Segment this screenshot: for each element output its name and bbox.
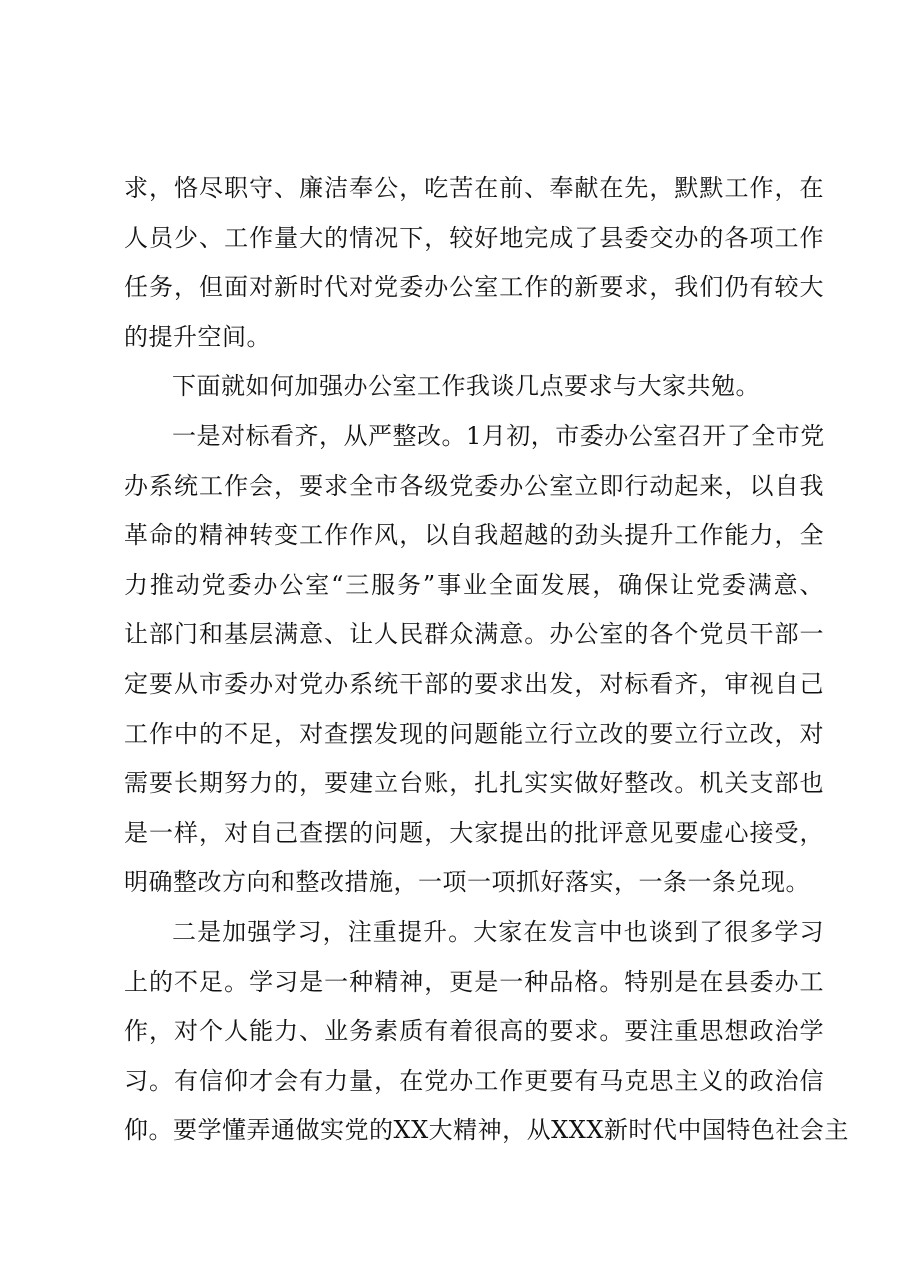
text-line: 作，对个人能力、业务素质有着很高的要求。要注重思想政治学 xyxy=(124,1017,824,1046)
text-line: 让部门和基层满意、让人民群众满意。办公室的各个党员干部一 xyxy=(124,620,824,649)
text-line: 仰。要学懂弄通做实党的XX大精神，从XXX新时代中国特色社会主 xyxy=(124,1116,849,1145)
text-line: 需要长期努力的，要建立台账，扎扎实实做好整改。机关支部也 xyxy=(124,769,824,798)
text-line: 工作中的不足，对查摆发现的问题能立行立改的要立行立改，对 xyxy=(124,719,824,748)
text-line: 办系统工作会，要求全市各级党委办公室立即行动起来，以自我 xyxy=(124,471,824,500)
text-line: 求，恪尽职守、廉洁奉公，吃苦在前、奉献在先，默默工作，在 xyxy=(124,174,824,202)
text-line: 二是加强学习，注重提升。大家在发言中也谈到了很多学习 xyxy=(172,917,824,946)
text-line: 一是对标看齐，从严整改。1月初，市委办公室召开了全市党 xyxy=(172,421,825,450)
text-line: 革命的精神转变工作作风，以自我超越的劲头提升工作能力，全 xyxy=(124,521,824,550)
text-line: 人员少、工作量大的情况下，较好地完成了县委交办的各项工作 xyxy=(124,223,824,252)
text-line: 任务，但面对新时代对党委办公室工作的新要求，我们仍有较大 xyxy=(124,273,824,302)
text-line: 力推动党委办公室“三服务”事业全面发展，确保让党委满意、 xyxy=(124,570,824,599)
text-line: 是一样，对自己查摆的问题，大家提出的批评意见要虚心接受， xyxy=(124,818,824,847)
text-line: 的提升空间。 xyxy=(124,322,271,351)
text-line: 习。有信仰才会有力量，在党办工作更要有马克思主义的政治信 xyxy=(124,1066,824,1095)
text-line: 下面就如何加强办公室工作我谈几点要求与大家共勉。 xyxy=(172,372,760,401)
text-line: 上的不足。学习是一种精神，更是一种品格。特别是在县委办工 xyxy=(124,967,824,996)
text-line: 定要从市委办对党办系统干部的要求出发，对标看齐，审视自己 xyxy=(124,669,824,698)
text-line: 明确整改方向和整改措施，一项一项抓好落实，一条一条兑现。 xyxy=(124,868,810,897)
body-text xyxy=(124,164,849,1156)
